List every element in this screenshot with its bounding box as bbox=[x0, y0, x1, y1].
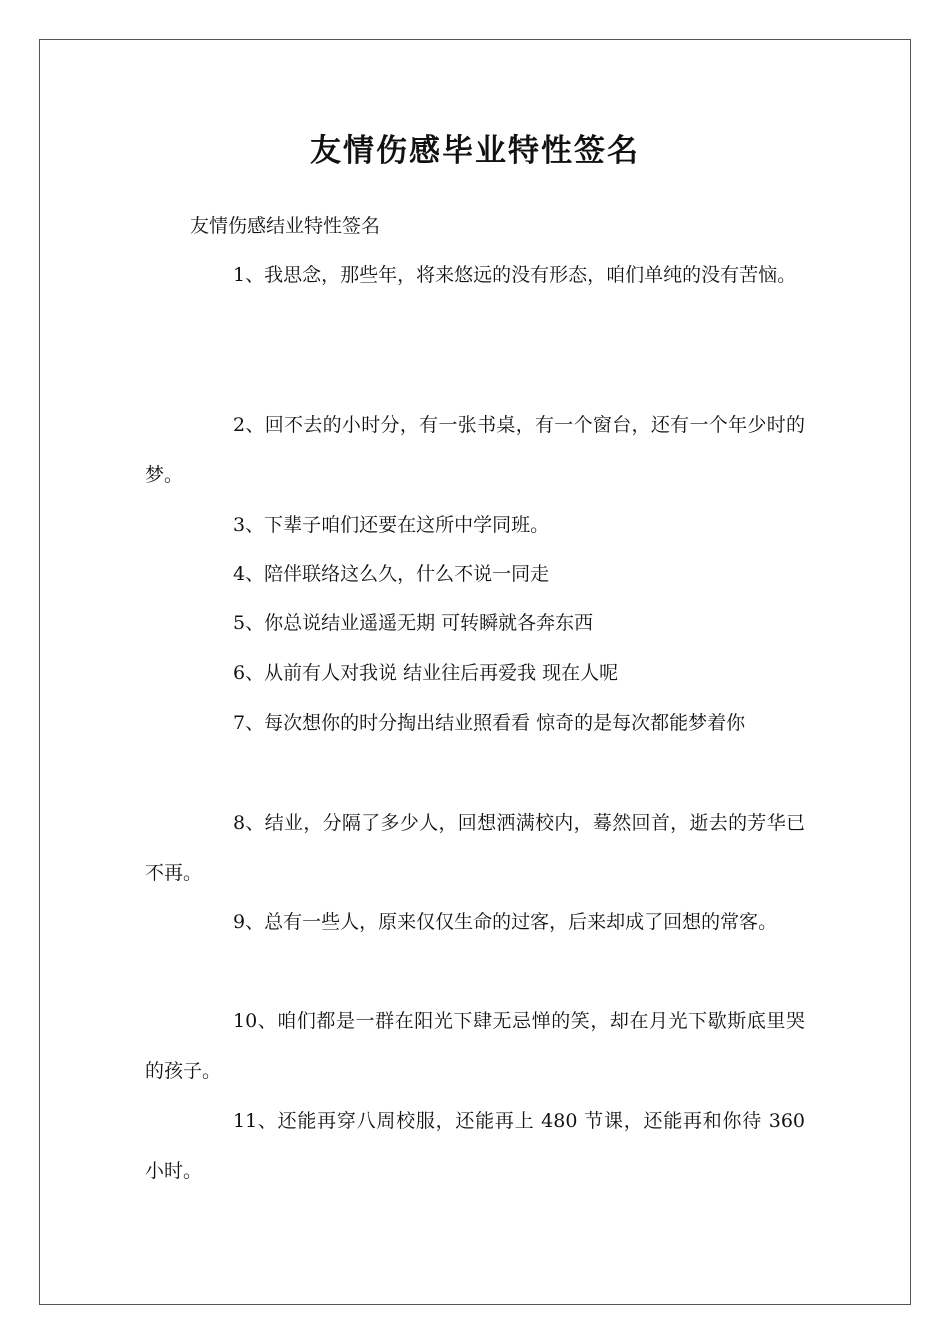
signature-item-8: 8、结业，分隔了多少人，回想洒满校内，蓦然回首，逝去的芳华已不再。 bbox=[145, 812, 805, 884]
signature-item-3: 3、下辈子咱们还要在这所中学同班。 bbox=[233, 514, 550, 536]
signature-item-10: 10、咱们都是一群在阳光下肆无忌惮的笑，却在月光下歇斯底里哭的孩子。 bbox=[145, 1010, 805, 1082]
signature-item-7: 7、每次想你的时分掏出结业照看看 惊奇的是每次都能梦着你 bbox=[233, 712, 746, 734]
document-subtitle: 友情伤感结业特性签名 bbox=[190, 215, 381, 237]
document-title: 友情伤感毕业特性签名 bbox=[310, 133, 640, 169]
signature-item-9: 9、总有一些人，原来仅仅生命的过客，后来却成了回想的常客。 bbox=[233, 911, 778, 933]
signature-item-1: 1、我思念，那些年，将来悠远的没有形态，咱们单纯的没有苦恼。 bbox=[233, 264, 797, 286]
signature-item-6: 6、从前有人对我说 结业往后再爱我 现在人呢 bbox=[233, 662, 619, 684]
signature-item-2: 2、回不去的小时分，有一张书桌，有一个窗台，还有一个年少时的梦。 bbox=[145, 414, 805, 486]
signature-item-4: 4、陪伴联络这么久，什么不说一同走 bbox=[233, 563, 550, 585]
signature-item-11: 11、还能再穿八周校服，还能再上 480 节课，还能再和你待 360 小时。 bbox=[145, 1110, 805, 1182]
signature-item-5: 5、你总说结业遥遥无期 可转瞬就各奔东西 bbox=[233, 612, 594, 634]
